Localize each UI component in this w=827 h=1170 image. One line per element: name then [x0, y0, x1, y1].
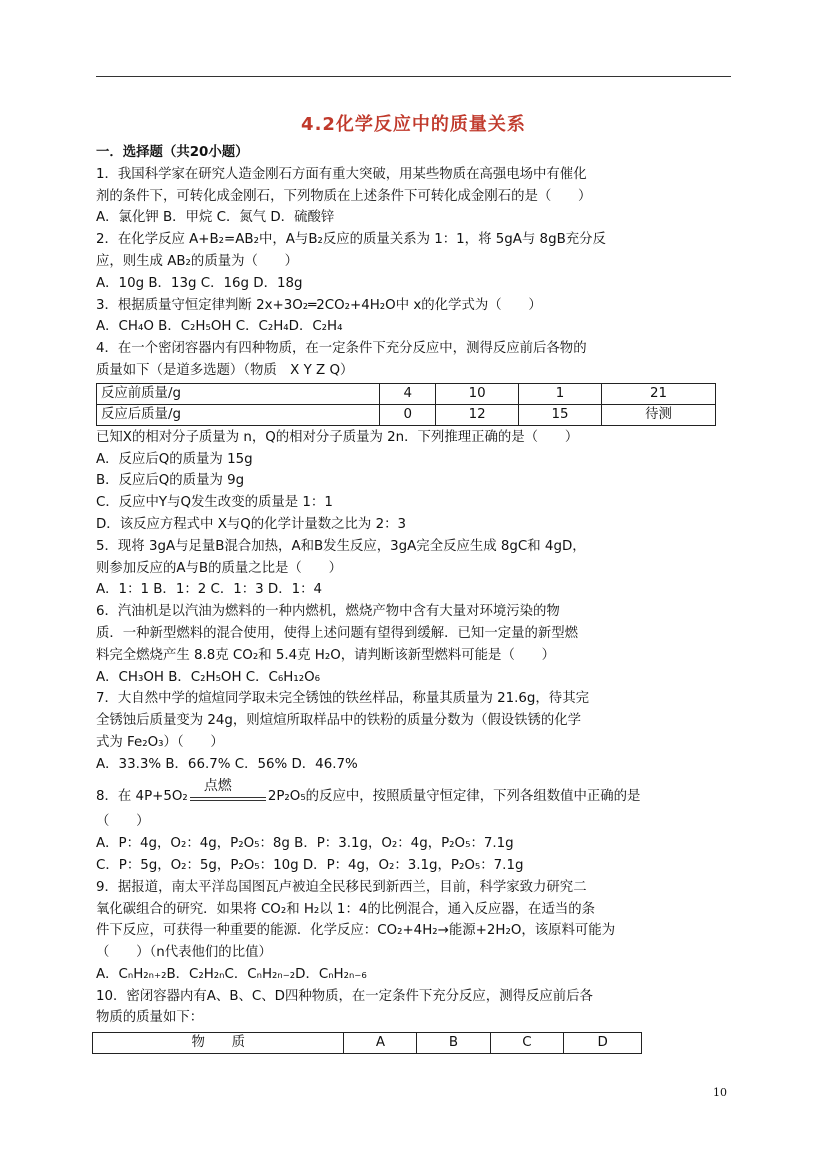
table-cell: 21 — [602, 383, 716, 404]
table-cell: 0 — [380, 404, 436, 425]
question-4-option-d: D．该反应方程式中 X与Q的化学计量数之比为 2：3 — [96, 516, 406, 532]
question-4-line: 已知X的相对分子质量为 n，Q的相对分子质量为 2n．下列推理正确的是（ ） — [96, 429, 579, 445]
table-cell: 10 — [436, 383, 519, 404]
question-1-options: A．氯化钾 B．甲烷 C．氮气 D．硫酸锌 — [96, 210, 335, 226]
question-7-line: 7．大自然中学的煊煊同学取未完全锈蚀的铁丝样品，称量其质量为 21.6g，待其完 — [96, 691, 589, 707]
question-8-line — [96, 777, 736, 808]
question-5-options: A．1：1 B．1：2 C．1：3 D．1：4 — [96, 582, 323, 598]
mass-table-q4 — [96, 383, 716, 426]
question-2-line: 应，则生成 AB₂的质量为（ ） — [96, 253, 299, 269]
question-8-options: A．P：4g，O₂：4g，P₂O₅：8g B．P：3.1g，O₂：4g，P₂O₅：7.1g — [96, 836, 514, 852]
question-5-line: 5．现将 3gA与足量B混合加热，A和B发生反应，3gA完全反应生成 8gC和 4gD， — [96, 538, 586, 554]
question-9-line: 件下反应，可获得一种重要的能源．化学反应：CO₂+4H₂→能源+2H₂O，该原料可能为 — [96, 923, 616, 939]
question-5-line: 则参加反应的A与B的质量之比是（ ） — [96, 560, 342, 576]
table-cell: 1 — [519, 383, 602, 404]
document-title: 4.2化学反应中的质量关系 — [301, 114, 526, 135]
question-10-line: 10．密闭容器内有A、B、C、D四种物质，在一定条件下充分反应，测得反应前后各 — [96, 988, 593, 1004]
table-cell: A — [344, 1033, 417, 1054]
question-10-line: 物质的质量如下： — [96, 1010, 204, 1026]
question-7-line: 全锈蚀后质量变为 24g，则煊煊所取样品中的铁粉的质量分数为（假设铁锈的化学 — [96, 713, 582, 729]
page-number: 10 — [713, 1086, 727, 1099]
question-9-line: （ ）（n代表他们的比值） — [96, 945, 272, 961]
section-heading: 一．选择题（共20小题） — [96, 145, 249, 160]
mass-table-q10 — [92, 1032, 642, 1054]
question-9-line: 氧化碳组合的研究．如果将 CO₂和 H₂以 1：4的比例混合，通入反应器，在适当的条 — [96, 901, 596, 917]
header-rule — [96, 76, 731, 77]
question-4-option-a: A．反应后Q的质量为 15g — [96, 451, 253, 467]
question-7-line: 式为 Fe₂O₃）（ ） — [96, 734, 224, 750]
table-cell: 物 质 — [93, 1033, 344, 1054]
question-3-line: 3．根据质量守恒定律判断 2x+3O₂═2CO₂+4H₂O中 x的化学式为（ ） — [96, 297, 542, 313]
question-9-options: A．CₙH₂ₙ₊₂B．C₂H₂ₙC．CₙH₂ₙ₋₂D．CₙH₂ₙ₋₆ — [96, 966, 367, 982]
question-8-equation-right: 2P₂O₅的反应中，按照质量守恒定律，下列各组数值中正确的是 — [267, 788, 641, 804]
question-4-line: 4．在一个密闭容器内有四种物质，在一定条件下充分反应中，测得反应前后各物的 — [96, 341, 587, 357]
question-list — [96, 142, 736, 1054]
question-4-line: 质量如下（是道多选题）（物质 X Y Z Q） — [96, 362, 354, 378]
question-6-line: 质．一种新型燃料的混合使用，使得上述问题有望得到缓解．已知一定量的新型燃 — [96, 625, 579, 641]
reaction-condition: 点燃 — [203, 777, 232, 794]
table-row — [97, 404, 716, 425]
question-2-options: A．10g B．13g C．16g D．18g — [96, 275, 303, 291]
question-9-line: 9．据报道，南太平洋岛国图瓦卢被迫全民移民到新西兰，目前，科学家致力研究二 — [96, 879, 587, 895]
table-cell: 15 — [519, 404, 602, 425]
question-6-options: A．CH₃OH B．C₂H₅OH C．C₆H₁₂O₆ — [96, 669, 320, 685]
question-6-line: 料完全燃烧产生 8.8克 CO₂和 5.4克 H₂O，请判断该新型燃料可能是（ ） — [96, 647, 556, 663]
table-cell: 待测 — [602, 404, 716, 425]
table-cell: 反应前质量/g — [97, 383, 380, 404]
question-4-option-c: C．反应中Y与Q发生改变的质量是 1：1 — [96, 495, 333, 511]
question-8-line: （ ） — [96, 814, 150, 830]
question-2-line: 2．在化学反应 A+B₂=AB₂中，A与B₂反应的质量关系为 1：1，将 5gA与 8gB充分反 — [96, 232, 606, 248]
table-cell: 12 — [436, 404, 519, 425]
reaction-condition-sign — [190, 777, 266, 803]
question-3-options: A．CH₄O B．C₂H₅OH C．C₂H₄D．C₂H₄ — [96, 319, 343, 335]
table-cell: B — [417, 1033, 490, 1054]
question-4-option-b: B．反应后Q的质量为 9g — [96, 473, 245, 489]
table-cell: 反应后质量/g — [97, 404, 380, 425]
table-cell: C — [490, 1033, 564, 1054]
question-6-line: 6．汽油机是以汽油为燃料的一种内燃机，燃烧产物中含有大量对环境污染的物 — [96, 604, 560, 620]
question-1-line: 剂的条件下，可转化成金刚石，下列物质在上述条件下可转化成金刚石的是（ ） — [96, 188, 592, 204]
question-8-equation-left: 8．在 4P+5O₂ — [96, 788, 188, 804]
table-row — [97, 383, 716, 404]
table-cell: D — [564, 1033, 642, 1054]
table-cell: 4 — [380, 383, 436, 404]
question-7-options: A．33.3% B．66.7% C．56% D．46.7% — [96, 756, 358, 772]
question-8-options: C．P：5g，O₂：5g，P₂O₅：10g D．P：4g，O₂：3.1g，P₂O₅：7.1g — [96, 857, 524, 873]
question-1-line: 1．我国科学家在研究人造金刚石方面有重大突破，用某些物质在高强电场中有催化 — [96, 166, 587, 182]
table-row — [93, 1033, 642, 1054]
